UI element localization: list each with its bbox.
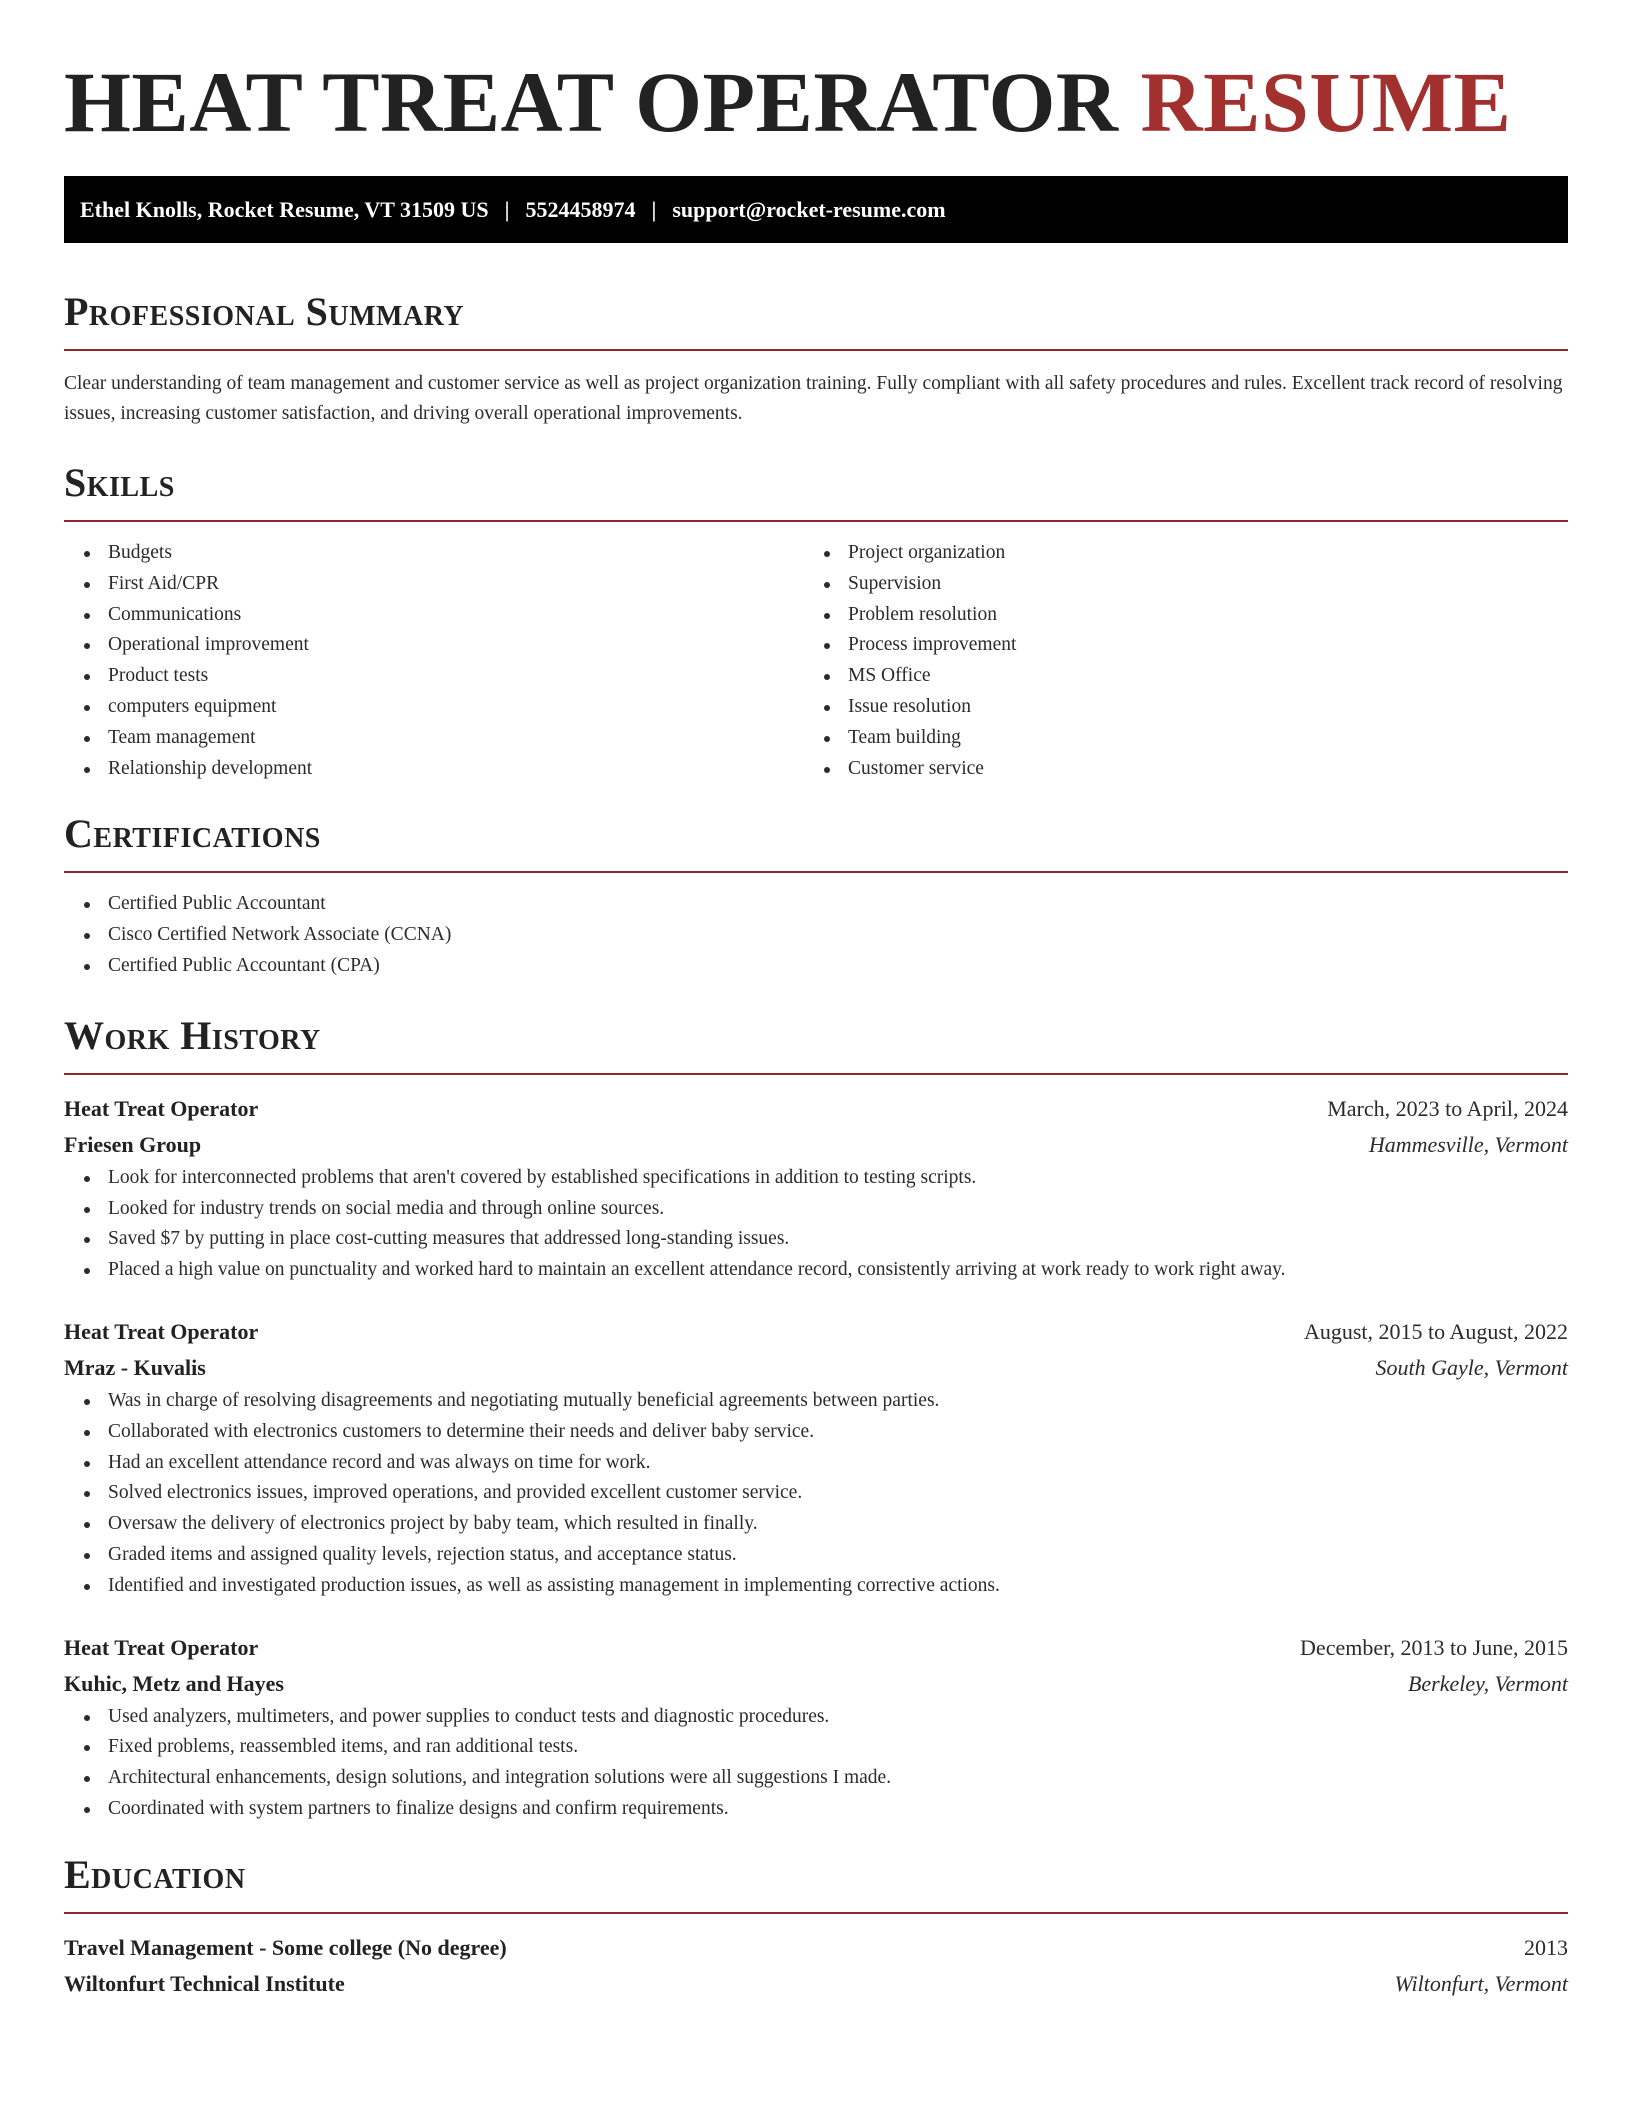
skill-item: Product tests <box>64 661 804 692</box>
certification-item: Cisco Certified Network Associate (CCNA) <box>64 920 1568 951</box>
contact-email: support@rocket-resume.com <box>672 196 946 222</box>
job-bullets <box>64 1163 1568 1286</box>
contact-separator: | <box>651 196 657 222</box>
section-divider <box>64 520 1568 522</box>
job-head <box>64 1630 1568 1666</box>
skill-item: Customer service <box>804 754 1544 785</box>
job-bullet: Oversaw the delivery of electronics project by baby team, which resulted in finally. <box>64 1509 1568 1540</box>
skill-item: Team management <box>64 723 804 754</box>
job-bullet: Placed a high value on punctuality and worked hard to maintain an excellent attendance record, consistently arriving at work ready to work right away. <box>64 1255 1568 1286</box>
job-entry <box>64 1091 1568 1286</box>
job-title: Heat Treat Operator <box>64 1634 259 1660</box>
contact-address: Ethel Knolls, Rocket Resume, VT 31509 US <box>80 196 489 222</box>
job-bullet: Was in charge of resolving disagreements and negotiating mutually beneficial agreements between parties. <box>64 1386 1568 1417</box>
job-head <box>64 1314 1568 1350</box>
job-bullet: Coordinated with system partners to finalize designs and confirm requirements. <box>64 1794 1568 1825</box>
skill-item: Process improvement <box>804 630 1544 661</box>
education-entry <box>64 1930 1568 2002</box>
job-head <box>64 1091 1568 1127</box>
jobs-list <box>64 1091 1568 1825</box>
certifications-heading: Certifications <box>64 811 321 857</box>
job-location: Hammesville, Vermont <box>1368 1131 1568 1157</box>
title-main: HEAT TREAT OPERATOR <box>64 54 1119 150</box>
certifications-section <box>64 810 1568 981</box>
skill-item: Budgets <box>64 538 804 569</box>
job-bullets <box>64 1702 1568 1825</box>
job-location: Berkeley, Vermont <box>1407 1670 1568 1696</box>
education-degree: Travel Management - Some college (No degree) <box>64 1934 507 1960</box>
skills-list-left <box>64 538 804 784</box>
job-bullet: Look for interconnected problems that aren't covered by established specifications in addition to testing scripts. <box>64 1163 1568 1194</box>
skill-item: Project organization <box>804 538 1544 569</box>
job-company: Kuhic, Metz and Hayes <box>64 1670 284 1696</box>
title-block <box>64 52 1568 176</box>
job-bullet: Fixed problems, reassembled items, and ran additional tests. <box>64 1732 1568 1763</box>
job-dates: August, 2015 to August, 2022 <box>1303 1318 1568 1344</box>
job-bullets <box>64 1386 1568 1602</box>
job-bullet: Had an excellent attendance record and was always on time for work. <box>64 1448 1568 1479</box>
education-school: Wiltonfurt Technical Institute <box>64 1970 345 1996</box>
certifications-list <box>64 889 1568 981</box>
job-dates: March, 2023 to April, 2024 <box>1327 1095 1568 1121</box>
skill-item: Issue resolution <box>804 692 1544 723</box>
skills-grid <box>64 538 1568 784</box>
title-accent: RESUME <box>1140 54 1512 150</box>
skill-item: Supervision <box>804 569 1544 600</box>
skills-heading: Skills <box>64 460 175 505</box>
education-location: Wiltonfurt, Vermont <box>1394 1970 1568 1996</box>
job-company: Friesen Group <box>64 1131 202 1157</box>
contact-bar <box>64 176 1568 243</box>
contact-separator: | <box>504 196 510 222</box>
skill-item: First Aid/CPR <box>64 569 804 600</box>
skill-item: Relationship development <box>64 754 804 785</box>
skill-item: MS Office <box>804 661 1544 692</box>
skill-item: Team building <box>804 723 1544 754</box>
contact-phone: 5524458974 <box>525 196 636 222</box>
job-bullet: Identified and investigated production issues, as well as assisting management in implementing corrective actions. <box>64 1571 1568 1602</box>
job-entry <box>64 1630 1568 1825</box>
section-divider <box>64 349 1568 351</box>
job-location: South Gayle, Vermont <box>1375 1354 1568 1380</box>
education-year: 2013 <box>1524 1934 1568 1960</box>
section-divider <box>64 871 1568 873</box>
job-bullet: Graded items and assigned quality levels, rejection status, and acceptance status. <box>64 1540 1568 1571</box>
summary-heading: Professional Summary <box>64 289 465 334</box>
job-dates: December, 2013 to June, 2015 <box>1300 1634 1568 1660</box>
skill-item: Communications <box>64 600 804 631</box>
job-subhead <box>64 1666 1568 1702</box>
skills-list-right <box>804 538 1544 784</box>
summary-section <box>64 288 1568 429</box>
job-bullet: Looked for industry trends on social media and through online sources. <box>64 1194 1568 1225</box>
education-subhead <box>64 1966 1568 2002</box>
job-subhead <box>64 1127 1568 1163</box>
skill-item: Problem resolution <box>804 600 1544 631</box>
education-heading: Education <box>64 1851 246 1897</box>
job-bullet: Solved electronics issues, improved operations, and provided excellent customer service. <box>64 1478 1568 1509</box>
resume-title <box>64 52 1568 152</box>
job-subhead <box>64 1350 1568 1386</box>
job-title: Heat Treat Operator <box>64 1318 259 1344</box>
job-title: Heat Treat Operator <box>64 1095 259 1121</box>
certification-item: Certified Public Accountant <box>64 889 1568 920</box>
skills-section <box>64 459 1568 784</box>
section-divider <box>64 1912 1568 1914</box>
skill-item: Operational improvement <box>64 630 804 661</box>
summary-text: Clear understanding of team management and customer service as well as project organization training. Fully compliant with all safety procedures and rules. Excellent track record of resolving issues, increasing customer satisfaction, and driving overall operational improvements. <box>64 373 1563 424</box>
skill-item: computers equipment <box>64 692 804 723</box>
job-bullet: Collaborated with electronics customers to determine their needs and deliver baby service. <box>64 1417 1568 1448</box>
job-entry <box>64 1314 1568 1602</box>
section-divider <box>64 1073 1568 1075</box>
education-section <box>64 1851 1568 2002</box>
work-history-section <box>64 1012 1568 1825</box>
certification-item: Certified Public Accountant (CPA) <box>64 951 1568 982</box>
job-company: Mraz - Kuvalis <box>64 1354 206 1380</box>
job-bullet: Saved $7 by putting in place cost-cutting measures that addressed long-standing issues. <box>64 1224 1568 1255</box>
education-head <box>64 1930 1568 1966</box>
job-bullet: Used analyzers, multimeters, and power supplies to conduct tests and diagnostic procedures. <box>64 1702 1568 1733</box>
job-bullet: Architectural enhancements, design solutions, and integration solutions were all suggestions I made. <box>64 1763 1568 1794</box>
work-history-heading: Work History <box>64 1012 321 1058</box>
